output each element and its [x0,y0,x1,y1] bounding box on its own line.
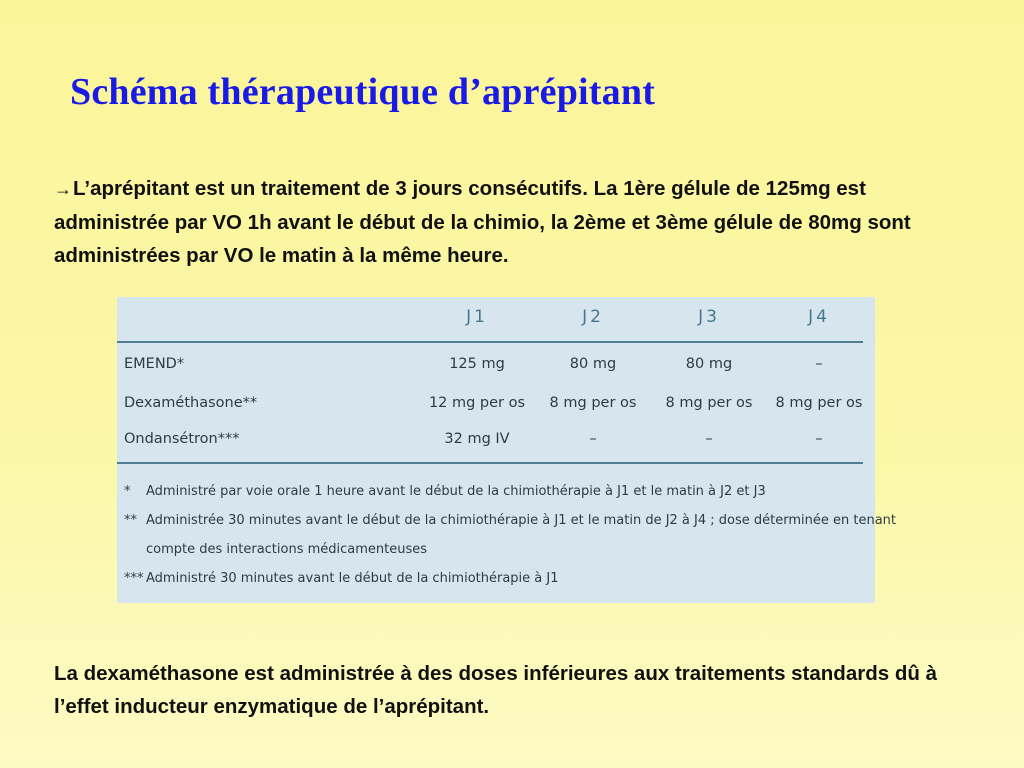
table-row [117,356,875,386]
cell-ondan-j2: – [589,431,597,447]
cell-emend-j3: 80 mg [685,356,733,372]
intro-paragraph [54,172,974,272]
footer-paragraph: La dexaméthasone est administrée à des doses inférieures aux traitements standards dû à l’effet inducteur enzymatique de l’aprépitant. [54,662,937,718]
cell-dexa-j4: 8 mg per os [775,395,863,411]
footnote-text: Administrée 30 minutes avant le début de la chimiothérapie à J1 et le matin de J2 à J4 ; dose déterminée en tenant [146,513,897,528]
slide-title: Schéma thérapeutique d’aprépitant [70,71,656,113]
footnote-continuation [124,535,864,564]
footnote-text: compte des interactions médicamenteuses [146,542,428,557]
header-j2: J2 [582,307,604,327]
header-j3: J3 [698,307,720,327]
cell-ondan-j3: – [705,431,713,447]
arrow-right-icon: → [54,179,72,199]
cell-emend-j4: – [815,356,823,372]
dosing-table [117,297,897,603]
footnote [124,506,897,535]
table-header-row [117,307,875,335]
cell-dexa-j1: 12 mg per os [428,395,526,411]
table-row [117,395,875,425]
row-label-emend: EMEND* [124,356,185,372]
intro-text: L’aprépitant est un traitement de 3 jours consécutifs. La 1ère gélule de 125mg est administrée par VO 1h avant le début de la chimio, la 2ème et 3ème gélule de 80mg sont administrées par VO le matin à la même heure. [54,177,911,267]
row-label-ondansetron: Ondansétron*** [124,431,240,447]
row-label-dexamethasone: Dexaméthasone** [124,395,258,411]
cell-emend-j2: 80 mg [569,356,617,372]
cell-emend-j1: 125 mg [449,356,505,372]
table-footnotes [124,477,897,593]
header-j1: J1 [466,307,488,327]
footnote-mark: * [124,484,131,499]
footnote-mark: *** [124,571,144,586]
footnote [124,477,864,506]
cell-ondan-j1: 32 mg IV [444,431,510,447]
cell-dexa-j2: 8 mg per os [549,395,637,411]
body-divider [117,462,863,464]
table-row [117,431,875,461]
header-j4: J4 [808,307,830,327]
cell-dexa-j3: 8 mg per os [665,395,753,411]
footnote-text: Administré 30 minutes avant le début de la chimiothérapie à J1 [146,571,559,586]
footnote-mark: ** [124,513,137,528]
footnote [124,564,864,593]
footnote-text: Administré par voie orale 1 heure avant le début de la chimiothérapie à J1 et le matin à J2 et J3 [146,484,766,499]
cell-ondan-j4: – [815,431,823,447]
header-divider [117,341,863,343]
